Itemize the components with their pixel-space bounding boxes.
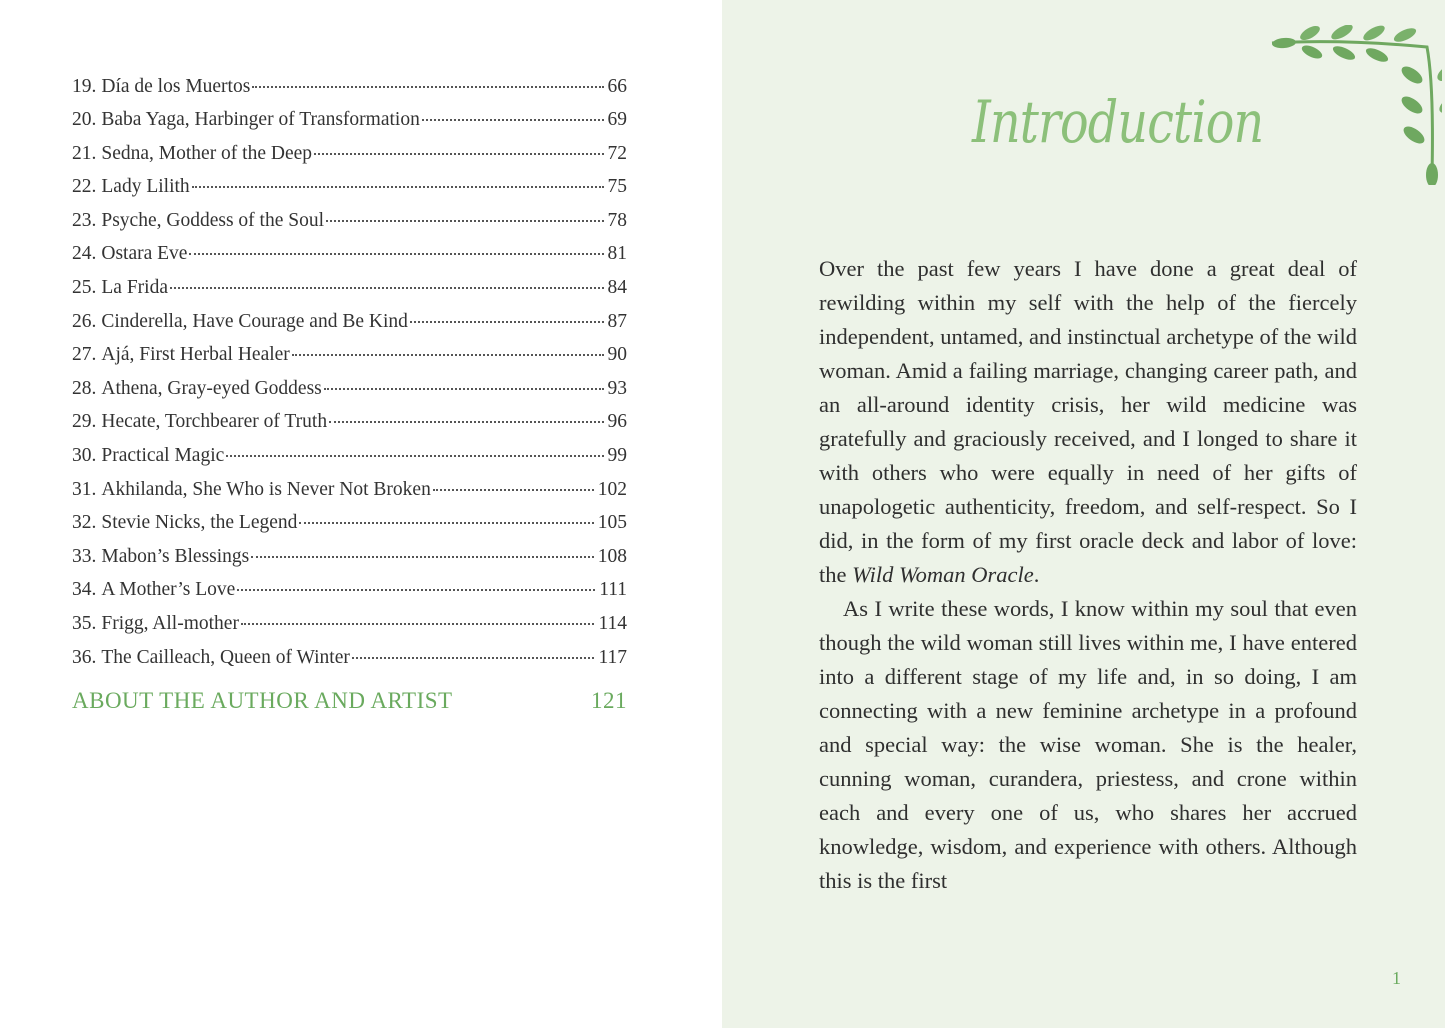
toc-entry-title: The Cailleach, Queen of Winter — [101, 646, 350, 668]
toc-entry-number: 36. — [72, 646, 97, 668]
toc-entry-title: Día de los Muertos — [101, 75, 251, 97]
toc-entry-page: 96 — [607, 411, 627, 433]
toc-entry — [72, 204, 627, 238]
toc-entry-page: 99 — [607, 445, 627, 467]
toc-entry-page: 81 — [607, 243, 627, 265]
toc-entry-number: 32. — [72, 512, 97, 534]
toc-about-entry — [72, 688, 627, 714]
toc-leader-dots — [251, 536, 593, 558]
toc-entry — [72, 238, 627, 272]
toc-entry-page: 108 — [597, 545, 627, 567]
introduction-page — [722, 0, 1445, 1028]
toc-entry-title: Ajá, First Herbal Healer — [101, 344, 290, 366]
toc-entry-title: A Mother’s Love — [101, 579, 236, 601]
toc-about-page: 121 — [591, 688, 627, 713]
toc-entry-number: 29. — [72, 411, 97, 433]
toc-about-title: ABOUT THE AUTHOR AND ARTIST — [72, 688, 453, 713]
leafy-branch-icon — [1262, 25, 1442, 185]
toc-leader-dots — [292, 335, 604, 357]
toc-entry-title: Akhilanda, She Who is Never Not Broken — [101, 478, 431, 500]
toc-entry-title: Frigg, All-mother — [101, 613, 239, 634]
toc-entry-number: 23. — [72, 209, 97, 231]
toc-entry-title: Hecate, Torchbearer of Truth — [101, 411, 328, 433]
toc-entry-title: Athena, Gray-eyed Goddess — [101, 377, 322, 399]
toc-entry — [72, 372, 627, 406]
toc-entry-page: 87 — [607, 310, 627, 332]
toc-entry — [72, 137, 627, 171]
toc-leader-dots — [326, 200, 604, 222]
toc-entry-number: 21. — [72, 142, 97, 164]
toc-entry-number: 30. — [72, 445, 97, 467]
toc-entry-number: 31. — [72, 478, 97, 500]
toc-entry — [72, 507, 627, 541]
toc-leader-dots — [192, 167, 604, 189]
introduction-body — [819, 252, 1357, 898]
toc-entry-number: 35. — [72, 613, 97, 634]
toc-leader-dots — [314, 133, 603, 155]
toc-leader-dots — [226, 436, 603, 458]
toc-leader-dots — [329, 402, 603, 424]
toc-entry-title: Sedna, Mother of the Deep — [101, 142, 313, 164]
toc-entry-number: 34. — [72, 579, 97, 601]
toc-entry-number: 27. — [72, 344, 97, 366]
toc-entry-title: Cinderella, Have Courage and Be Kind — [101, 310, 408, 332]
paragraph-text: . — [1033, 562, 1040, 587]
toc-leader-dots — [352, 637, 595, 659]
toc-entry-page: 102 — [597, 478, 627, 500]
toc-entry-page: 117 — [598, 646, 627, 668]
toc-entry — [72, 171, 627, 205]
toc-entry-title: Ostara Eve — [101, 243, 188, 265]
toc-entry-page: 66 — [607, 75, 627, 97]
body-paragraph — [819, 252, 1357, 592]
paragraph-text: Over the past few years I have done a great deal of rewilding within my self with the help of the fiercely independent, untamed, and instinctual archetype of the wild woman. Amid a failing marriage, changing career path, and an all-around identity crisis, her wild medicine was gratefully and graciously received, and I longed to share it with others who were equally in need of her gifts of unapologetic authenticity, freedom, and self-respect. So I did, in the form of my first oracle deck and labor of love: the — [819, 256, 1357, 587]
toc-leader-dots — [299, 503, 593, 525]
toc-entry-title: Stevie Nicks, the Legend — [101, 512, 298, 534]
book-title-italic: Wild Woman Oracle — [852, 562, 1034, 587]
toc-leader-dots — [410, 301, 604, 323]
toc-leader-dots — [422, 100, 604, 122]
toc-entry — [72, 440, 627, 474]
toc-leader-dots — [241, 604, 595, 626]
toc-entry-title: La Frida — [101, 277, 168, 299]
toc-page — [0, 0, 722, 1028]
toc-leader-dots — [170, 268, 604, 290]
body-paragraph: As I write these words, I know within my soul that even though the wild woman still lives within me, I have entered into a different stage of my life and, in so doing, I am connecting with a new feminine archetype in a profound and special way: the wise woman. She is the healer, cunning woman, curandera, priestess, and crone within each and every one of us, who shares her accrued knowledge, wisdom, and experience with others. Although this is the first — [819, 596, 1357, 893]
toc-entry — [72, 104, 627, 138]
toc-entry — [72, 608, 627, 642]
toc-entry-page: 72 — [607, 142, 627, 164]
toc-entry — [72, 473, 627, 507]
toc-leader-dots — [237, 570, 595, 592]
toc-entry-number: 33. — [72, 545, 97, 567]
toc-entry-page: 114 — [598, 613, 627, 634]
toc-list — [72, 70, 627, 675]
toc-entry — [72, 406, 627, 440]
toc-entry-title: Psyche, Goddess of the Soul — [101, 209, 324, 231]
toc-entry-number: 25. — [72, 277, 97, 299]
toc-entry — [72, 305, 627, 339]
page-title: Introduction — [972, 88, 1264, 156]
toc-entry — [72, 641, 627, 675]
toc-entry-number: 24. — [72, 243, 97, 265]
toc-entry-page: 84 — [607, 277, 627, 299]
toc-entry-number: 26. — [72, 310, 97, 332]
toc-entry-title: Mabon’s Blessings — [101, 545, 250, 567]
toc-leader-dots — [433, 469, 594, 491]
toc-entry-number: 19. — [72, 75, 97, 97]
toc-entry-page: 111 — [599, 579, 627, 601]
toc-entry-page: 69 — [607, 109, 627, 131]
toc-entry-title: Lady Lilith — [101, 176, 190, 198]
toc-entry-number: 20. — [72, 109, 97, 131]
toc-leader-dots — [252, 66, 603, 88]
toc-entry-page: 93 — [607, 377, 627, 399]
toc-entry — [72, 339, 627, 373]
toc-leader-dots — [324, 368, 604, 390]
toc-entry — [72, 272, 627, 306]
toc-leader-dots — [189, 234, 603, 256]
toc-entry — [72, 70, 627, 104]
toc-entry — [72, 574, 627, 608]
toc-entry — [72, 540, 627, 574]
toc-entry-number: 22. — [72, 176, 97, 198]
toc-entry-page: 90 — [607, 344, 627, 366]
toc-entry-title: Practical Magic — [101, 445, 225, 467]
toc-entry-number: 28. — [72, 377, 97, 399]
toc-entry-page: 78 — [607, 209, 627, 231]
toc-entry-title: Baba Yaga, Harbinger of Transformation — [101, 109, 420, 131]
toc-entry-page: 105 — [597, 512, 627, 534]
page-number: 1 — [1392, 968, 1401, 988]
toc-entry-page: 75 — [607, 176, 627, 198]
